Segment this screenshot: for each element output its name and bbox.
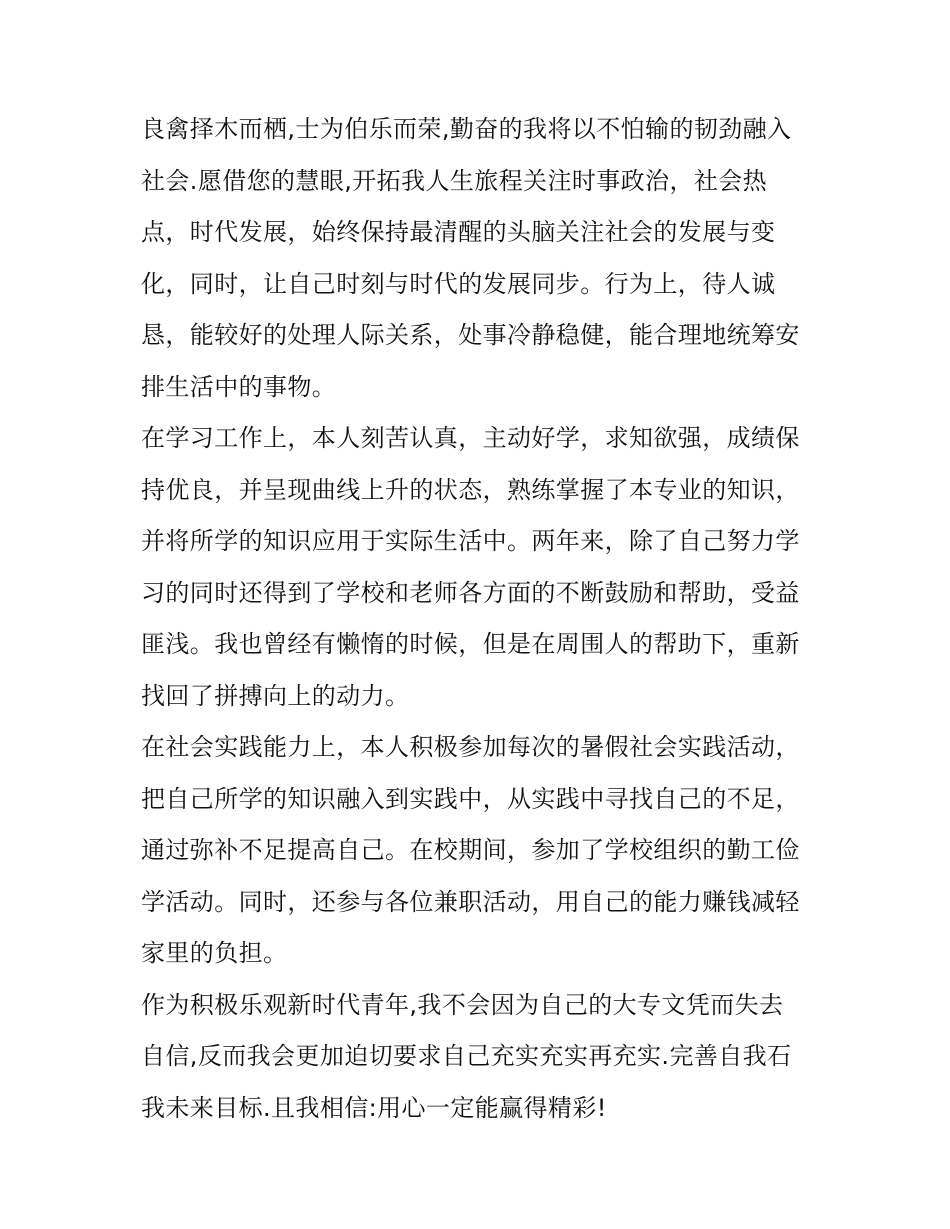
- text-line: 化，同时，让自己时刻与时代的发展同步。行为上，待人诚: [141, 269, 776, 298]
- text-line: 找回了拼搏向上的动力。: [141, 681, 410, 710]
- text-line: 自信,反而我会更加迫切要求自己充实充实再充实.完善自我石: [141, 1042, 792, 1070]
- text-line: 家里的负担。: [141, 939, 288, 967]
- text-line: 在学习工作上，本人刻苦认真，主动好学，求知欲强，成绩保: [141, 424, 800, 452]
- text-line: 点，时代发展，始终保持最清醒的头脑关注社会的发展与变: [141, 218, 776, 246]
- text-line: 通过弥补不足提高自己。在校期间，参加了学校组织的勤工俭: [141, 836, 800, 864]
- text-line: 作为积极乐观新时代青年,我不会因为自己的大专文凭而失去: [141, 990, 784, 1019]
- text-line: 良禽择木而栖,士为伯乐而荣,勤奋的我将以不怕输的韧劲融入: [141, 115, 792, 143]
- text-line: 把自己所学的知识融入到实践中，从实践中寻找自己的不足，: [141, 784, 800, 813]
- text-line: 学活动。同时，还参与各位兼职活动，用自己的能力赚钱减轻: [141, 887, 800, 916]
- text-line: 社会.愿借您的慧眼,开拓我人生旅程关注时事政治，社会热: [141, 166, 768, 195]
- text-line: 我未来目标.且我相信:用心一定能赢得精彩!: [141, 1093, 607, 1122]
- text-line: 匪浅。我也曾经有懒惰的时候，但是在周围人的帮助下，重新: [141, 630, 800, 658]
- text-line: 持优良，并呈现曲线上升的状态，熟练掌握了本专业的知识，: [141, 475, 800, 504]
- document-body: [141, 104, 831, 1134]
- text-line: 恳，能较好的处理人际关系，处事冷静稳健，能合理地统筹安: [141, 321, 800, 349]
- text-line: 在社会实践能力上，本人积极参加每次的暑假社会实践活动，: [141, 733, 800, 761]
- text-line: 习的同时还得到了学校和老师各方面的不断鼓励和帮助，受益: [141, 578, 800, 607]
- text-line: 排生活中的事物。: [141, 372, 337, 401]
- text-line: 并将所学的知识应用于实际生活中。两年来，除了自己努力学: [141, 527, 800, 555]
